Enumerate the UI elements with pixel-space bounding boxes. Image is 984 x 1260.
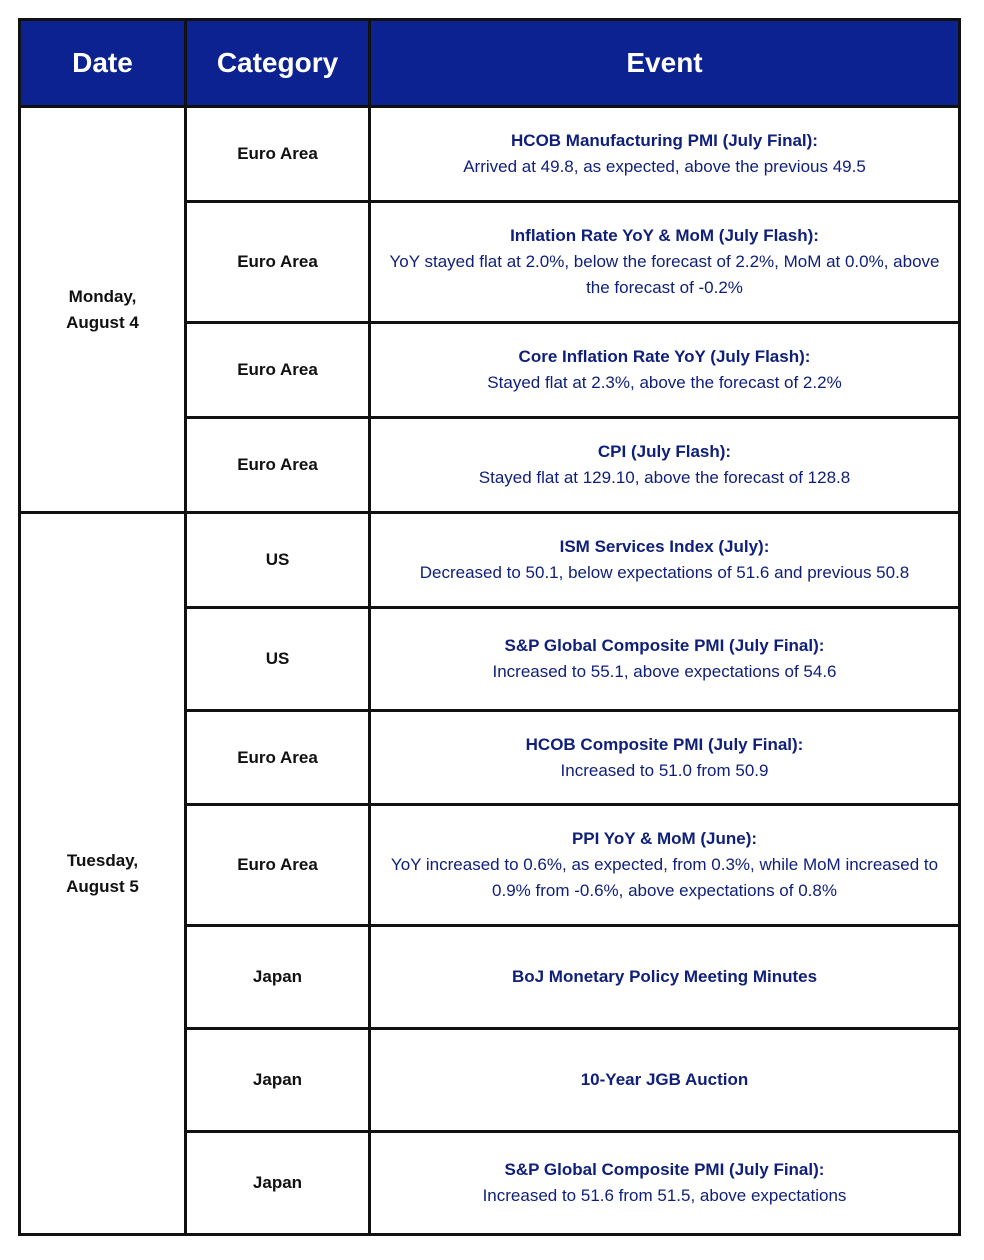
event-cell bbox=[370, 1132, 960, 1235]
category-cell: Euro Area bbox=[186, 805, 370, 926]
event-title: S&P Global Composite PMI (July Final): bbox=[504, 636, 825, 655]
category-cell: Euro Area bbox=[186, 202, 370, 323]
event-detail: Increased to 51.0 from 50.9 bbox=[560, 760, 769, 780]
category-cell: Japan bbox=[186, 1132, 370, 1235]
header-date: Date bbox=[20, 20, 186, 107]
event-cell bbox=[370, 513, 960, 608]
event-cell bbox=[370, 107, 960, 202]
table-row bbox=[20, 107, 960, 202]
event-detail: Stayed flat at 129.10, above the forecast of 128.8 bbox=[478, 468, 851, 487]
table-body bbox=[20, 107, 960, 1235]
event-detail: Arrived at 49.8, as expected, above the previous 49.5 bbox=[463, 157, 866, 176]
category-cell: Euro Area bbox=[186, 418, 370, 513]
header-category: Category bbox=[186, 20, 370, 107]
event-title: HCOB Manufacturing PMI (July Final): bbox=[511, 131, 818, 150]
event-detail: Increased to 55.1, above expectations of 54.6 bbox=[492, 662, 837, 681]
date-cell-monday bbox=[20, 107, 186, 513]
category-cell: US bbox=[186, 513, 370, 608]
event-title: BoJ Monetary Policy Meeting Minutes bbox=[511, 967, 818, 986]
event-title: ISM Services Index (July): bbox=[559, 537, 770, 556]
category-cell: Euro Area bbox=[186, 711, 370, 805]
event-detail: YoY stayed flat at 2.0%, below the forecast of 2.2%, MoM at 0.0%, above the forecast of -0.2% bbox=[389, 252, 940, 297]
table-row bbox=[20, 513, 960, 608]
date-day: August 4 bbox=[66, 312, 139, 332]
category-cell: Japan bbox=[186, 1029, 370, 1132]
event-cell bbox=[370, 805, 960, 926]
event-title: Inflation Rate YoY & MoM (July Flash): bbox=[510, 226, 819, 245]
event-title: Core Inflation Rate YoY (July Flash): bbox=[518, 347, 811, 366]
event-cell bbox=[370, 202, 960, 323]
event-detail: Increased to 51.6 from 51.5, above expectations bbox=[482, 1186, 847, 1205]
date-cell-tuesday bbox=[20, 513, 186, 1235]
events-table bbox=[18, 18, 961, 1236]
event-cell bbox=[370, 323, 960, 418]
event-detail: Decreased to 50.1, below expectations of 51.6 and previous 50.8 bbox=[419, 563, 910, 582]
event-title: PPI YoY & MoM (June): bbox=[571, 829, 758, 848]
event-cell bbox=[370, 418, 960, 513]
header-row bbox=[20, 20, 960, 107]
event-detail: Stayed flat at 2.3%, above the forecast of 2.2% bbox=[487, 373, 842, 392]
event-cell bbox=[370, 608, 960, 711]
event-cell bbox=[370, 926, 960, 1029]
event-title: S&P Global Composite PMI (July Final): bbox=[504, 1160, 825, 1179]
event-cell bbox=[370, 1029, 960, 1132]
date-day: August 5 bbox=[66, 876, 139, 896]
table-header bbox=[20, 20, 960, 107]
category-cell: Euro Area bbox=[186, 107, 370, 202]
category-cell: US bbox=[186, 608, 370, 711]
category-cell: Euro Area bbox=[186, 323, 370, 418]
event-title: HCOB Composite PMI (July Final): bbox=[525, 734, 804, 754]
date-weekday: Monday, bbox=[68, 286, 137, 306]
date-weekday: Tuesday, bbox=[66, 850, 139, 870]
event-title: 10-Year JGB Auction bbox=[580, 1070, 749, 1089]
event-detail: YoY increased to 0.6%, as expected, from 0.3%, while MoM increased to 0.9% from -0.6%, above expectations of 0.8% bbox=[390, 855, 939, 900]
event-title: CPI (July Flash): bbox=[597, 442, 732, 461]
header-event: Event bbox=[370, 20, 960, 107]
category-cell: Japan bbox=[186, 926, 370, 1029]
event-cell bbox=[370, 711, 960, 805]
